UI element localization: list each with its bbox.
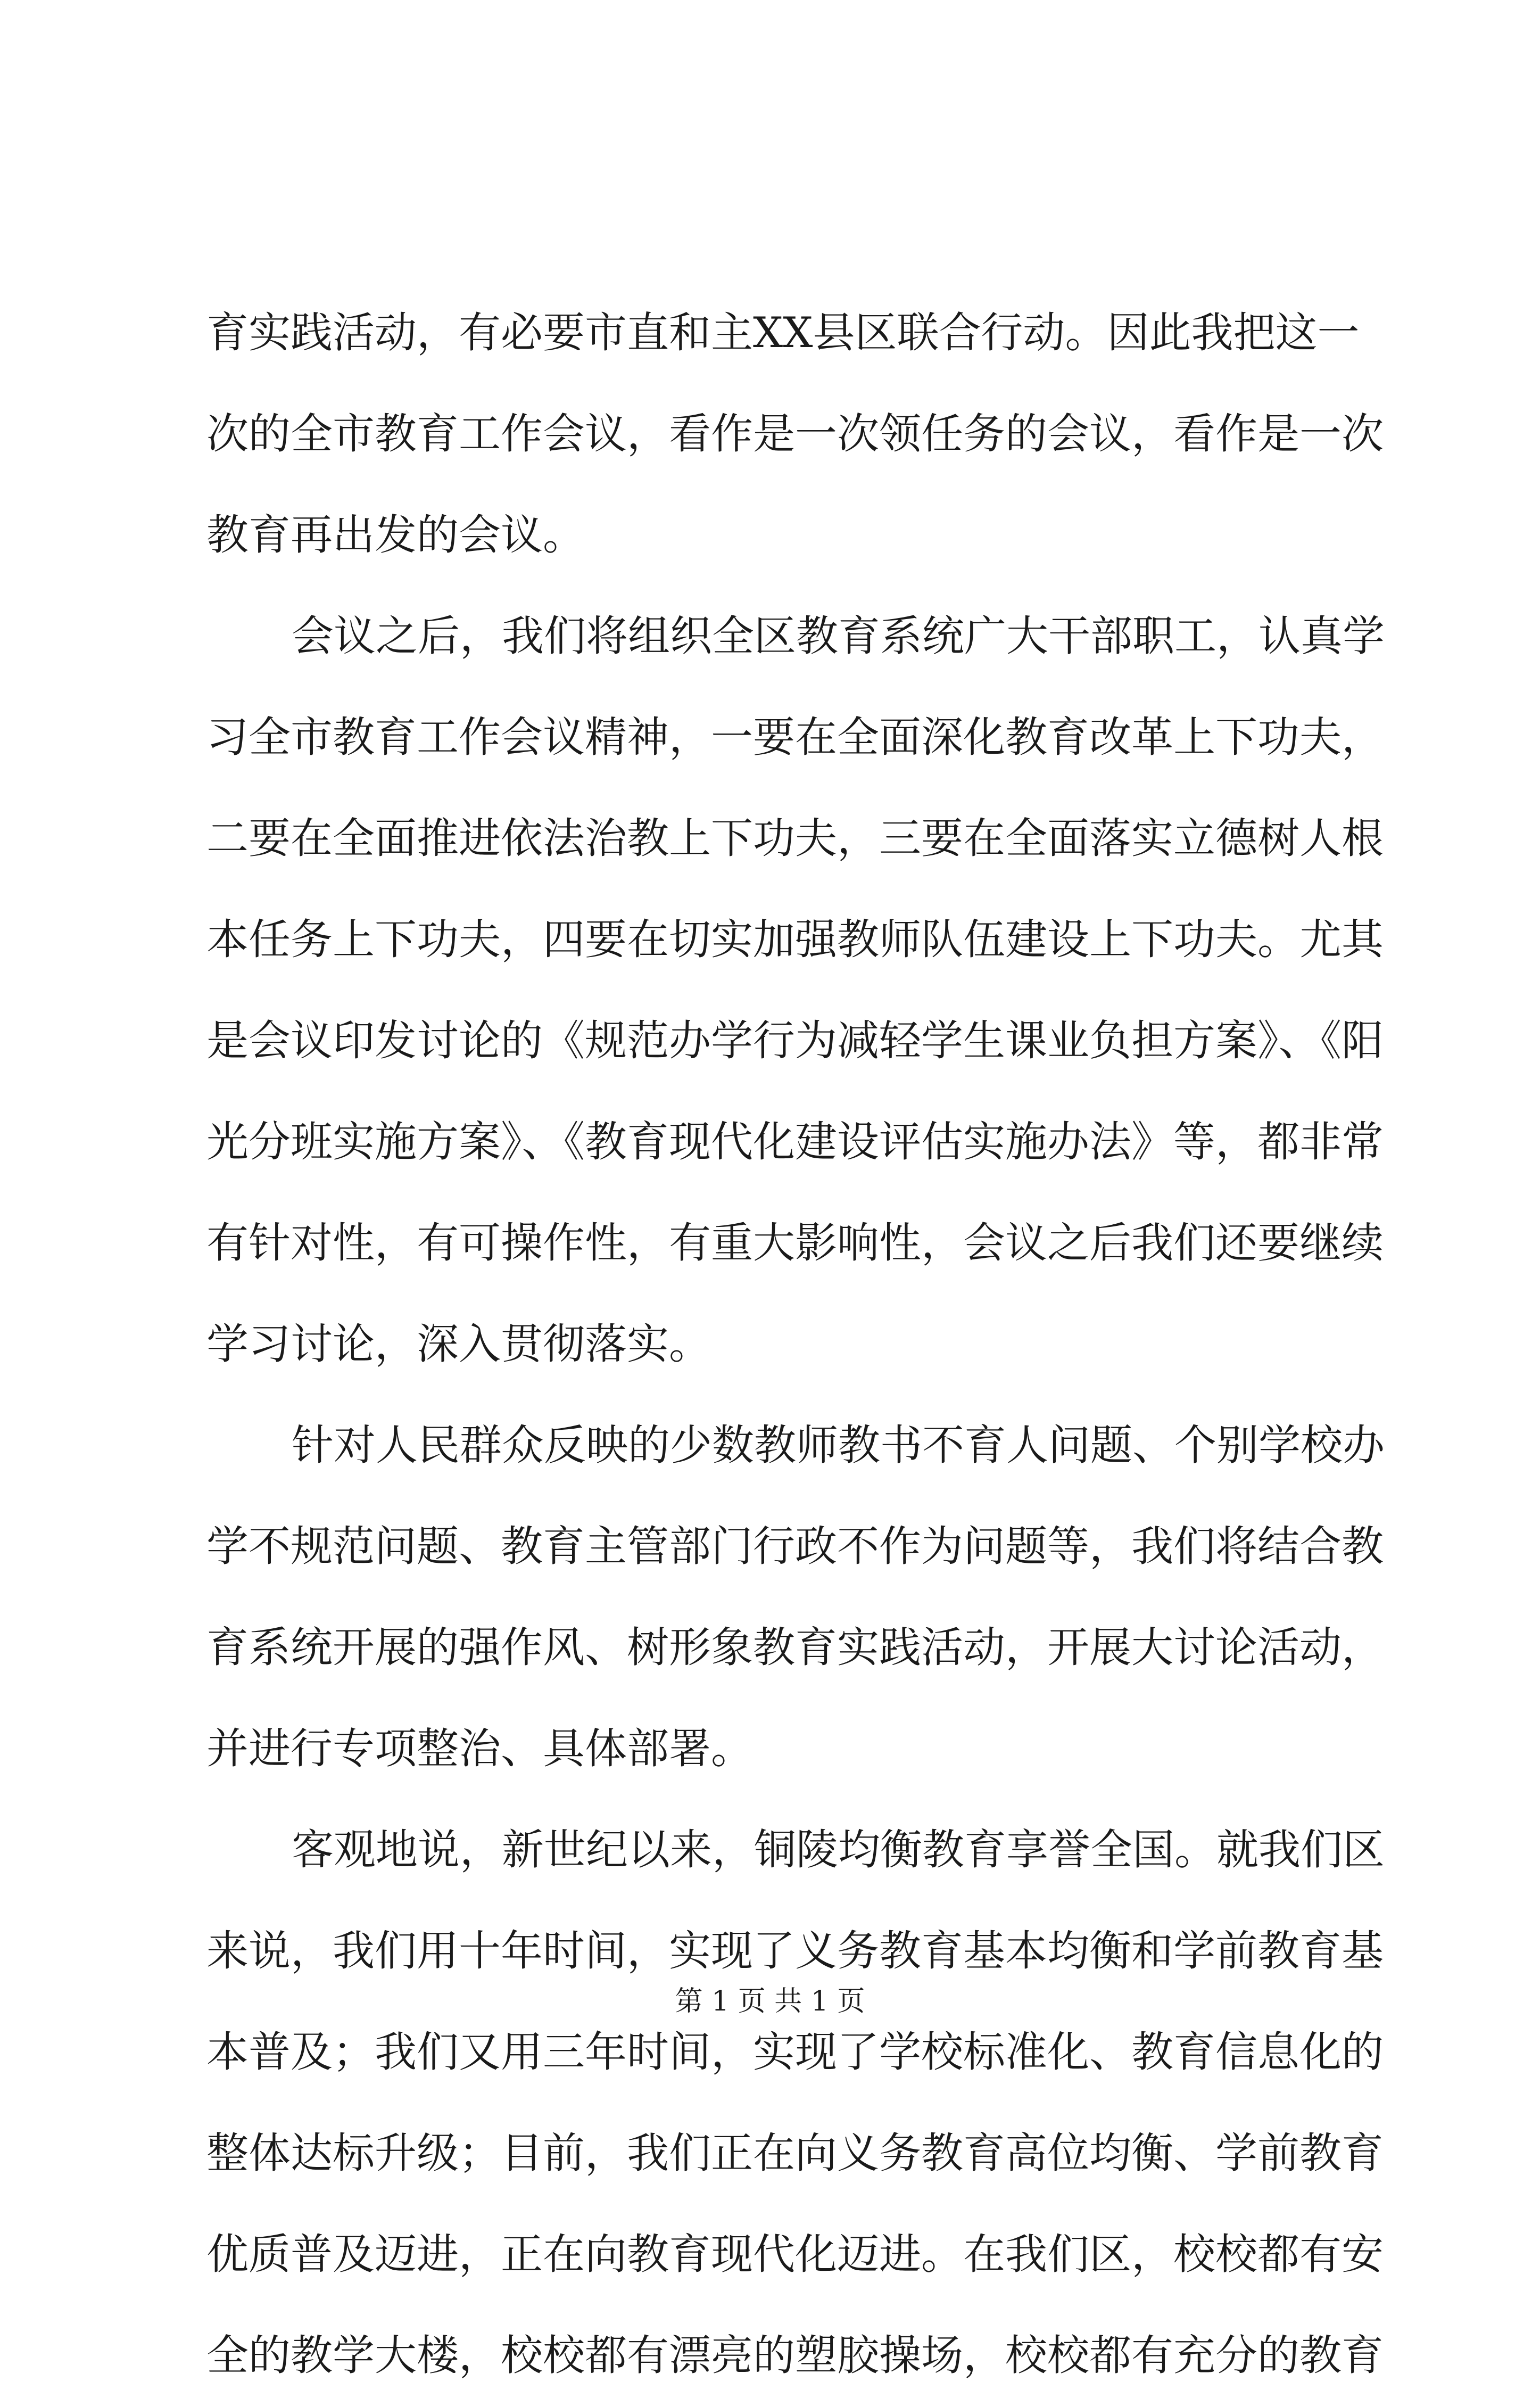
text-line: 来说，我们用十年时间，实现了义务教育基本均衡和学前教育基 <box>206 1926 1384 1975</box>
text-line: 习全市教育工作会议精神，一要在全面深化教育改革上下功夫， <box>206 713 1384 762</box>
text-line: 育实践活动，有必要市直和主XX县区联合行动。因此我把这一 <box>206 308 1360 357</box>
text-line: 本任务上下功夫，四要在切实加强教师队伍建设上下功夫。尤其 <box>206 915 1384 964</box>
text-line: 会议之后，我们将组织全区教育系统广大干部职工，认真学 <box>292 612 1385 661</box>
text-line: 是会议印发讨论的《规范办学行为减轻学生课业负担方案》、《阳 <box>206 1016 1384 1065</box>
text-line: 本普及；我们又用三年时间，实现了学校标准化、教育信息化的 <box>206 2028 1384 2077</box>
document-body <box>206 282 1385 2406</box>
text-line: 教育再出发的会议。 <box>206 510 585 559</box>
text-line: 次的全市教育工作会议，看作是一次领任务的会议，看作是一次 <box>206 409 1384 458</box>
text-line: 优质普及迈进，正在向教育现代化迈进。在我们区，校校都有安 <box>206 2230 1384 2279</box>
text-line: 育系统开展的强作风、树形象教育实践活动，开展大讨论活动， <box>206 1623 1384 1672</box>
text-line: 二要在全面推进依法治教上下功夫，三要在全面落实立德树人根 <box>206 814 1384 863</box>
text-line: 学不规范问题、教育主管部门行政不作为问题等，我们将结合教 <box>206 1522 1384 1571</box>
text-line: 光分班实施方案》、《教育现代化建设评估实施办法》等，都非常 <box>206 1117 1384 1166</box>
text-line: 有针对性，有可操作性，有重大影响性，会议之后我们还要继续 <box>206 1218 1384 1267</box>
page-footer: 第 1 页 共 1 页 <box>675 1985 865 2017</box>
text-line: 全的教学大楼，校校都有漂亮的塑胶操场，校校都有充分的教育 <box>206 2331 1384 2380</box>
text-line: 针对人民群众反映的少数教师教书不育人问题、个别学校办 <box>292 1421 1385 1470</box>
text-line: 客观地说，新世纪以来，铜陵均衡教育享誉全国。就我们区 <box>292 1825 1385 1874</box>
text-line: 整体达标升级；目前，我们正在向义务教育高位均衡、学前教育 <box>206 2129 1384 2178</box>
text-line: 学习讨论，深入贯彻落实。 <box>206 1320 711 1369</box>
text-line: 并进行专项整治、具体部署。 <box>206 1724 753 1773</box>
